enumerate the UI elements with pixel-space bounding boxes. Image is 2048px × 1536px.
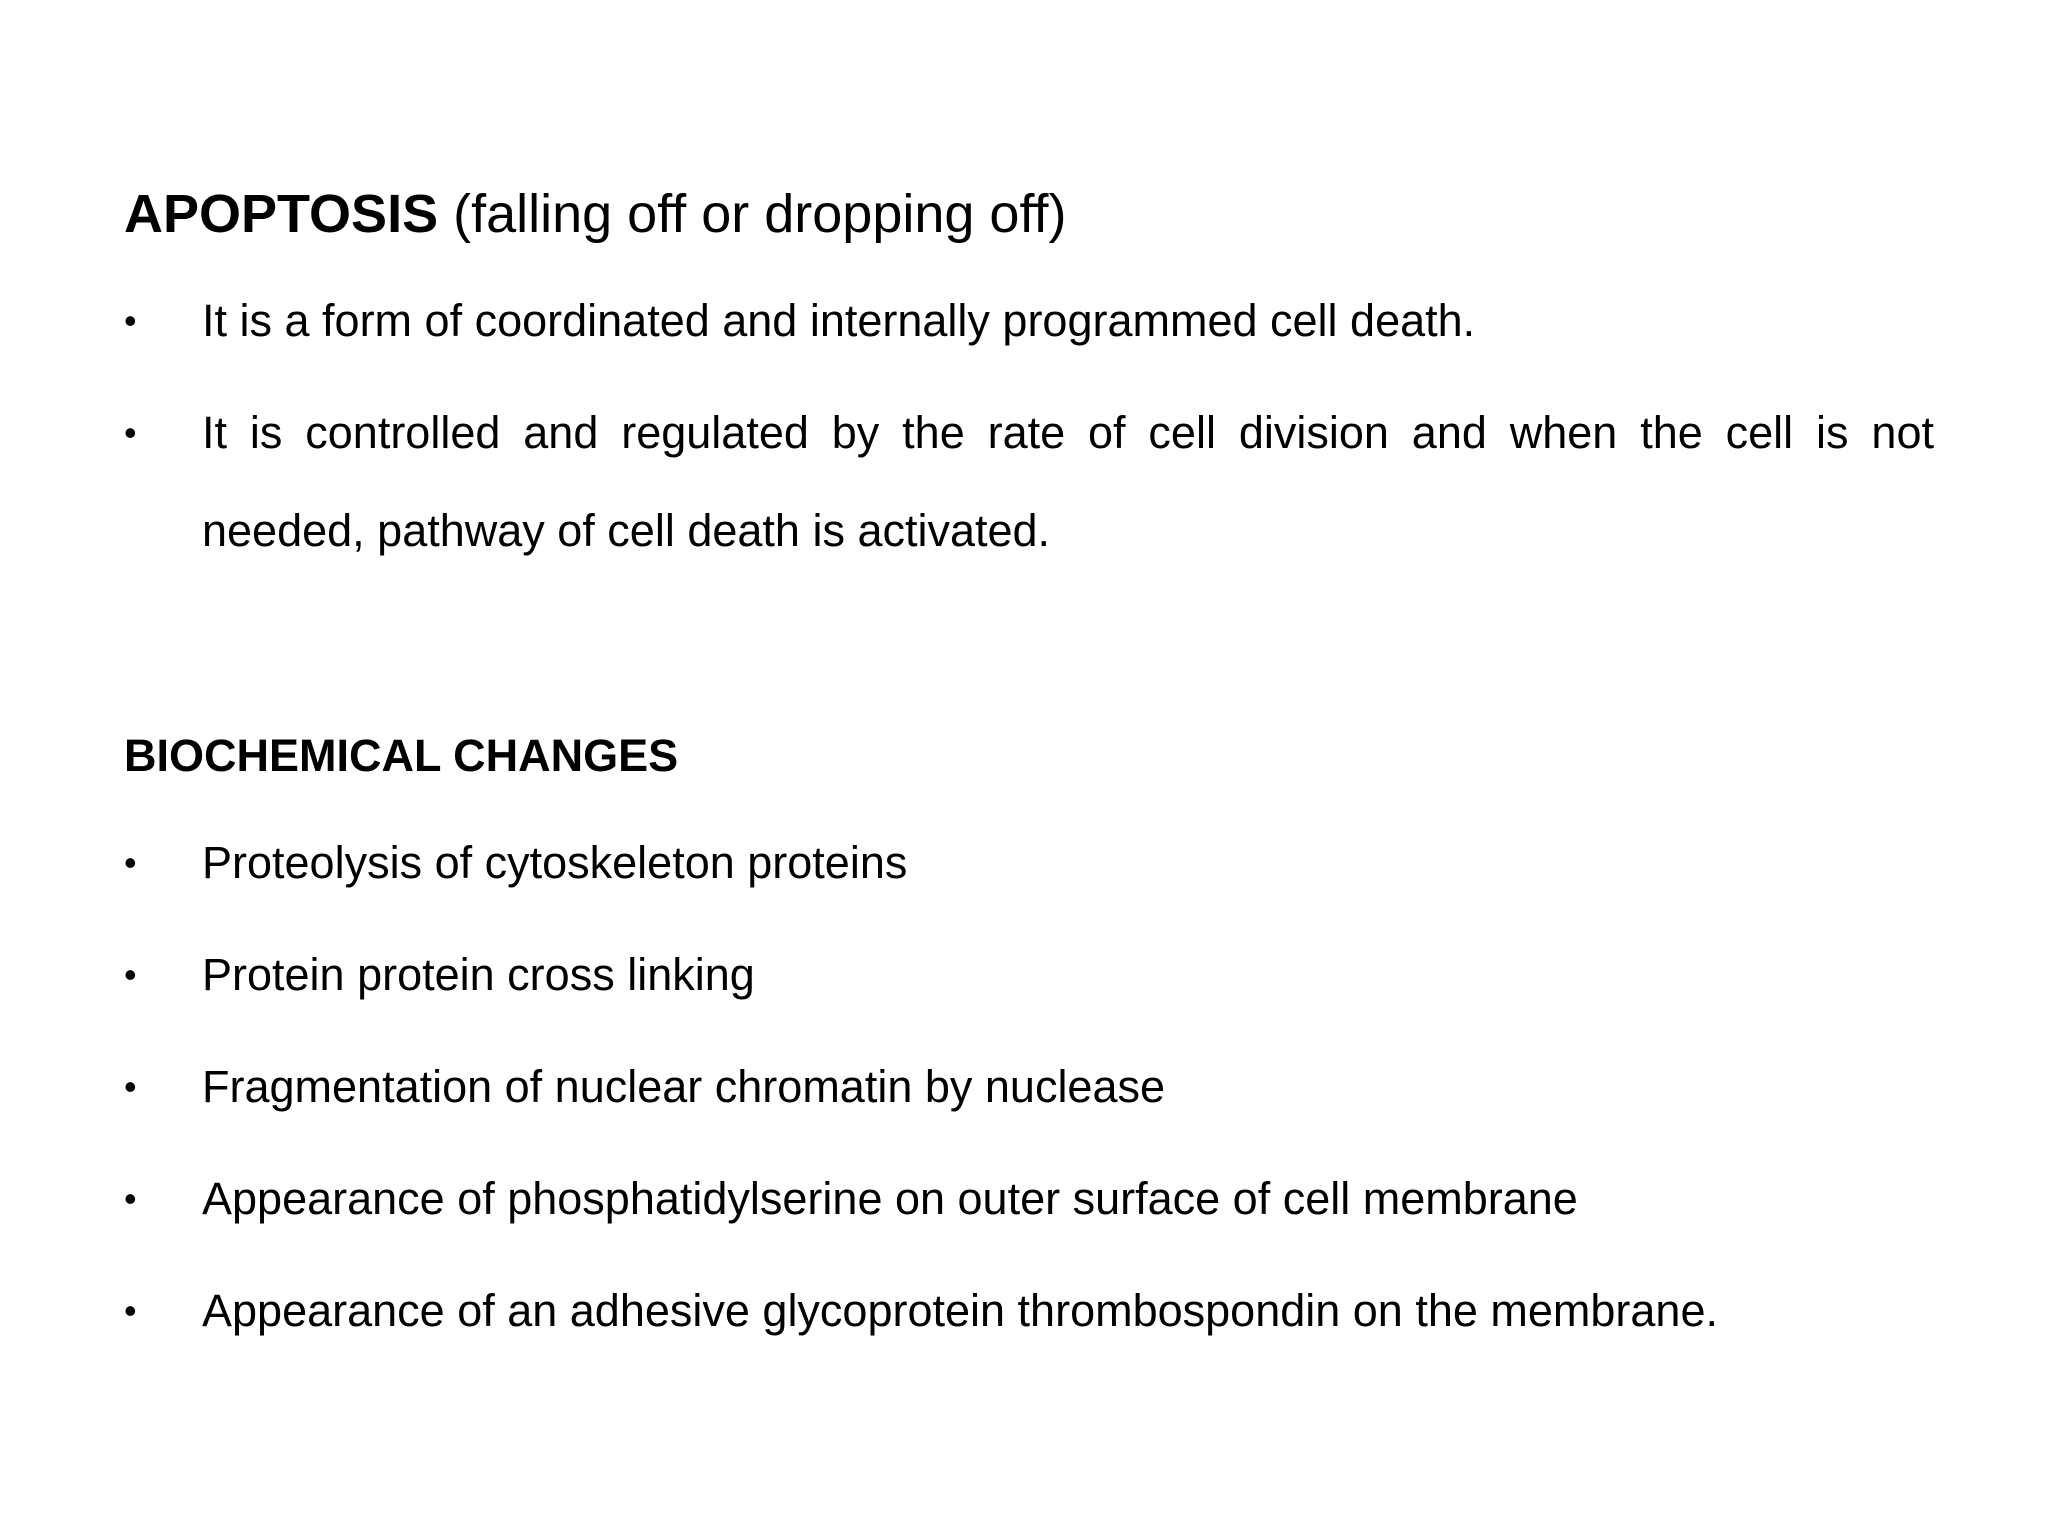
biochemical-changes-list [124, 814, 1934, 1360]
list-item-text: It is a form of coordinated and internally programmed cell death. [202, 295, 1476, 346]
list-item [124, 1038, 1934, 1136]
apoptosis-bullet-list [124, 272, 1934, 580]
slide-title [124, 170, 1934, 258]
list-item [124, 384, 1934, 580]
slide-title-subtitle: (falling off or dropping off) [438, 184, 1067, 244]
slide-title-bold: APOPTOSIS [124, 184, 439, 244]
list-item [124, 1262, 1934, 1360]
list-item [124, 1150, 1934, 1248]
bullet-icon: • [124, 1066, 137, 1107]
list-item [124, 272, 1934, 370]
list-item-text: Appearance of an adhesive glycoprotein thrombospondin on the membrane. [202, 1285, 1718, 1336]
bullet-icon: • [124, 842, 137, 883]
list-item-text: Protein protein cross linking [202, 949, 755, 1000]
list-item [124, 814, 1934, 912]
bullet-icon: • [124, 1178, 137, 1219]
bullet-icon: • [124, 954, 137, 995]
bullet-icon: • [124, 300, 137, 341]
section-spacer [124, 594, 1934, 712]
list-item [124, 926, 1934, 1024]
list-item-text: It is controlled and regulated by the rate of cell division and when the cell is not needed, pathway of cell death is activated. [202, 407, 1934, 556]
list-item-text: Proteolysis of cytoskeleton proteins [202, 837, 908, 888]
bullet-icon: • [124, 412, 137, 453]
section-heading: BIOCHEMICAL CHANGES [124, 730, 679, 781]
list-item-text: Appearance of phosphatidylserine on outer surface of cell membrane [202, 1173, 1578, 1224]
bullet-icon: • [124, 1290, 137, 1331]
slide-content [124, 170, 1934, 1374]
list-item-text: Fragmentation of nuclear chromatin by nuclease [202, 1061, 1166, 1112]
